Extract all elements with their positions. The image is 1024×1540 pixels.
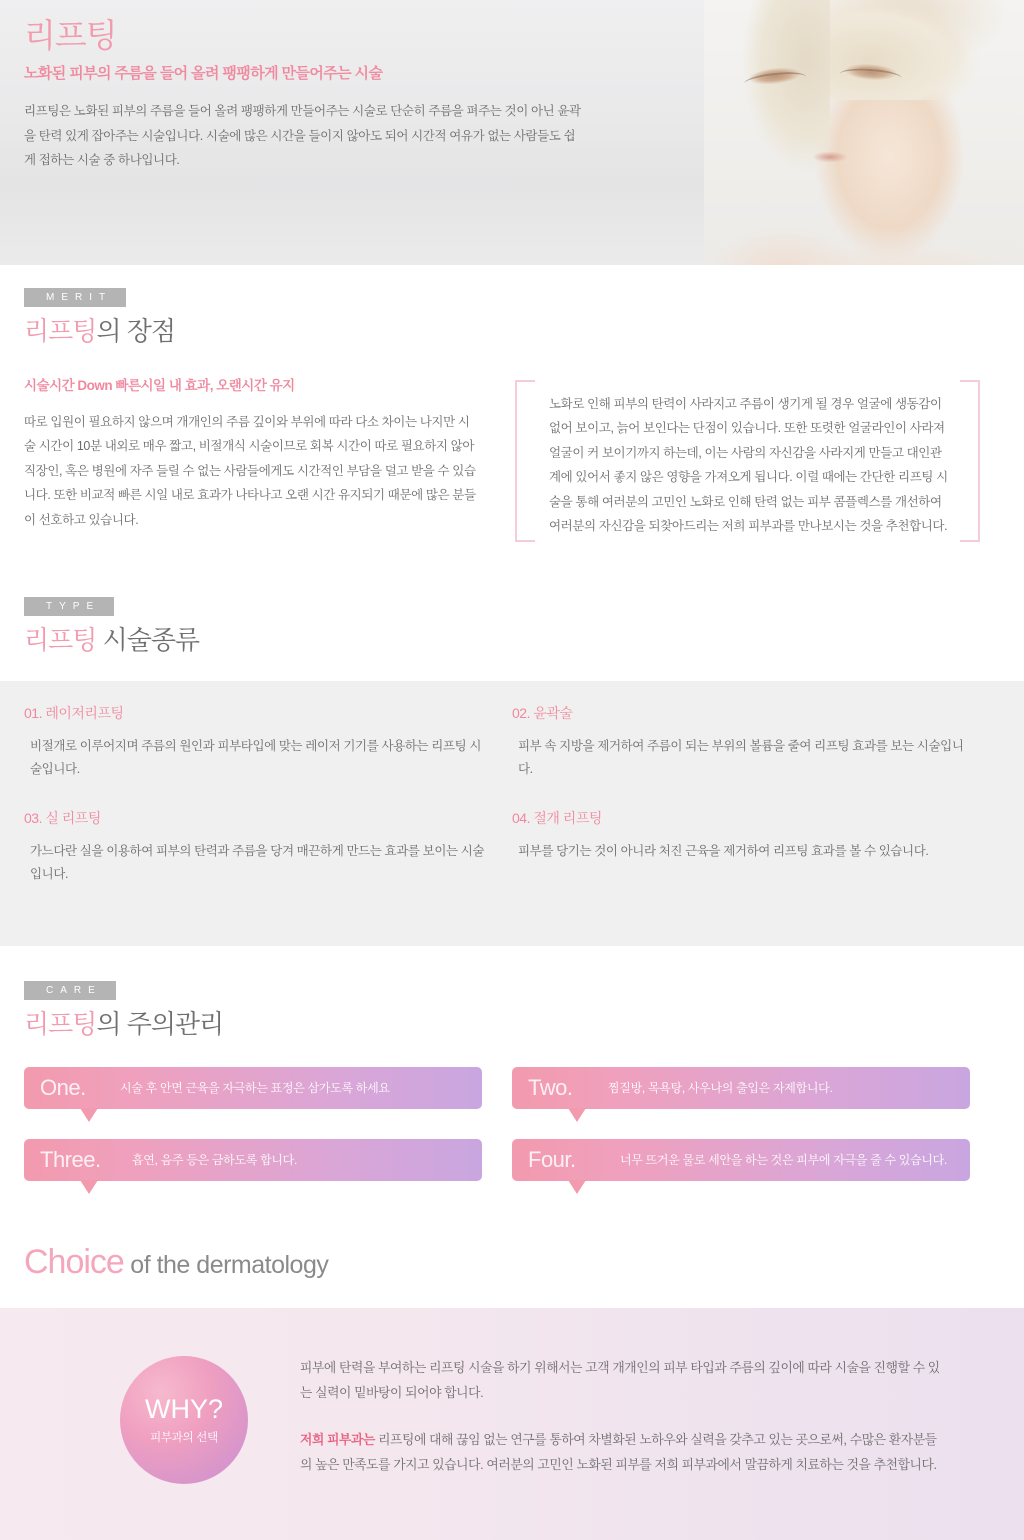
merit-title-rest: 의 장점 bbox=[96, 316, 175, 346]
type-title-highlight: 리프팅 bbox=[24, 625, 97, 656]
care-item bbox=[24, 1139, 512, 1181]
why-paragraph-2-accent: 저희 피부과는 bbox=[300, 1431, 375, 1447]
why-paragraph-2 bbox=[300, 1428, 940, 1478]
hero-section bbox=[0, 0, 1024, 265]
merit-section bbox=[0, 265, 1024, 578]
type-item bbox=[512, 808, 1000, 906]
lips bbox=[808, 150, 852, 164]
merit-title-highlight: 리프팅 bbox=[24, 316, 97, 346]
care-bubble-number: Two. bbox=[528, 1074, 573, 1100]
type-item-text: 피부를 당기는 것이 아니라 처진 근육을 제거하여 리프팅 효과를 볼 수 있습니다. bbox=[518, 843, 929, 858]
merit-body bbox=[0, 374, 1024, 548]
type-item bbox=[24, 808, 512, 906]
why-badge-title: WHY? bbox=[144, 1394, 223, 1425]
merit-quote-box: 노화로 인해 피부의 탄력이 사라지고 주름이 생기게 될 경우 얼굴에 생동감이 없어 보이고, 늙어 보인다는 단점이 있습니다. 또한 또렷한 얼굴라인이 사라져 얼굴이 커 보이기까지 하는데, 이는 사람의 자신감을 사라지게 만들고 대인관계에 있어서 좋지 않은 영향을 가져오게 됩니다. 이럴 때에는 간단한 리프팅 시술을 통해 여러분의 고민인 노화로 인해 탄력 없는 피부 콤플렉스를 개선하여 여러분의 자신감을 되찾아드리는 저희 피부과를 만나보시는 것을 추천합니다. bbox=[515, 374, 980, 548]
care-item bbox=[24, 1067, 512, 1109]
care-bubble bbox=[512, 1139, 970, 1181]
merit-label: MERIT bbox=[24, 288, 126, 307]
type-item-text: 피부 속 지방을 제거하여 주름이 되는 부위의 볼륨을 줄여 리프팅 효과를 보는 시술입니다. bbox=[518, 739, 964, 777]
choice-title-highlight: Choice bbox=[24, 1242, 124, 1281]
type-title-rest: 시술종류 bbox=[96, 625, 200, 656]
care-bubble-text: 너무 뜨거운 물로 세안을 하는 것은 피부에 자극을 줄 수 있습니다. bbox=[620, 1153, 947, 1168]
hero-model-photo bbox=[704, 0, 1024, 265]
hero-text-block bbox=[24, 18, 584, 185]
why-badge-subtitle: 피부과의 선택 bbox=[150, 1432, 218, 1445]
hero-description: 리프팅은 노화된 피부의 주름을 들어 올려 팽팽하게 만들어주는 시술로 단순히 주름을 펴주는 것이 아닌 윤곽을 탄력 있게 잡아주는 시술입니다. 시술에 많은 시간을 들이지 않아도 되어 시간적 여유가 없는 사람들도 쉽게 접하는 시술 중 하나입니다. bbox=[24, 104, 581, 168]
type-title bbox=[24, 620, 1024, 657]
care-bubble-text: 찜질방, 목욕탕, 사우나의 출입은 자제합니다. bbox=[608, 1081, 833, 1096]
care-bubble bbox=[512, 1067, 970, 1109]
choice-section bbox=[0, 1221, 1024, 1540]
type-item-heading: 04. 절개 리프팅 bbox=[512, 809, 602, 826]
merit-title bbox=[24, 311, 1024, 348]
type-item-heading: 02. 윤곽술 bbox=[512, 705, 573, 722]
choice-heading bbox=[0, 1221, 1024, 1308]
shoulder bbox=[694, 205, 1024, 265]
care-bubble-text: 흡연, 음주 등은 금하도록 합니다. bbox=[132, 1153, 298, 1168]
care-title-rest: 의 주의관리 bbox=[96, 1008, 224, 1039]
type-section bbox=[0, 578, 1024, 946]
type-item-heading: 03. 실 리프팅 bbox=[24, 809, 101, 826]
care-grid bbox=[0, 1067, 1024, 1211]
type-grid bbox=[0, 681, 1024, 946]
care-bubble-number: Three. bbox=[40, 1146, 101, 1172]
type-item bbox=[24, 703, 512, 801]
care-bubble bbox=[24, 1067, 482, 1109]
why-text-block bbox=[300, 1350, 940, 1500]
type-item-text: 비절개로 이루어지며 주름의 원인과 피부타입에 맞는 레이저 기기를 사용하는 리프팅 시술입니다. bbox=[30, 739, 482, 777]
hero-subtitle: 노화된 피부의 주름을 들어 올려 팽팽하게 만들어주는 시술 bbox=[24, 65, 383, 83]
why-paragraph-2-rest: 리프팅에 대해 끊임 없는 연구를 통하여 차별화된 노하우와 실력을 갖추고 있는 곳으로써, 수많은 환자분들의 높은 만족도를 가지고 있습니다. 여러분의 고민인 노화된 피부를 저희 피부과에서 말끔하게 치료하는 것을 추천합니다. bbox=[300, 1431, 937, 1472]
care-item bbox=[512, 1067, 1000, 1109]
care-title-highlight: 리프팅 bbox=[24, 1008, 97, 1039]
care-item bbox=[512, 1139, 1000, 1181]
choice-title-rest: of the dermatology bbox=[123, 1250, 329, 1279]
hero-title: 리프팅 bbox=[24, 17, 117, 54]
type-item bbox=[512, 703, 1000, 801]
care-bubble-text: 시술 후 안면 근육을 자극하는 표정은 삼가도록 하세요 bbox=[120, 1081, 390, 1096]
merit-left-column bbox=[24, 374, 479, 548]
why-paragraph-1: 피부에 탄력을 부여하는 리프팅 시술을 하기 위해서는 고객 개개인의 피부 타입과 주름의 깊이에 따라 시술을 진행할 수 있는 실력이 밑바탕이 되어야 합니다. bbox=[300, 1359, 940, 1400]
care-bubble bbox=[24, 1139, 482, 1181]
care-bubble-number: Four. bbox=[528, 1146, 576, 1172]
type-item-heading: 01. 레이저리프팅 bbox=[24, 705, 124, 722]
why-block bbox=[0, 1308, 1024, 1540]
care-title bbox=[24, 1004, 1024, 1041]
type-label: TYPE bbox=[24, 597, 114, 616]
merit-paragraph: 따로 입원이 필요하지 않으며 개개인의 주름 깊이와 부위에 따라 다소 차이는 나지만 시술 시간이 10분 내외로 매우 짧고, 비절개식 시술이므로 회복 시간이 따로 필요하지 않아 직장인, 혹은 병원에 자주 들릴 수 없는 사람들에게도 시간적인 부담을 덜고 받을 수 있습니다. 또한 비교적 빠른 시일 내로 효과가 나타나고 오랜 시간 유지되기 때문에 많은 분들이 선호하고 있습니다. bbox=[24, 415, 476, 527]
care-section bbox=[0, 946, 1024, 1221]
type-item-text: 가느다란 실을 이용하여 피부의 탄력과 주름을 당겨 매끈하게 만드는 효과를 보이는 시술입니다. bbox=[30, 843, 485, 881]
why-badge bbox=[120, 1356, 248, 1484]
merit-lead: 시술시간 Down 빠른시일 내 효과, 오랜시간 유지 bbox=[24, 378, 295, 393]
care-bubble-number: One. bbox=[40, 1074, 86, 1100]
hair-highlight-left bbox=[710, 0, 830, 200]
care-label: CARE bbox=[24, 981, 116, 1000]
